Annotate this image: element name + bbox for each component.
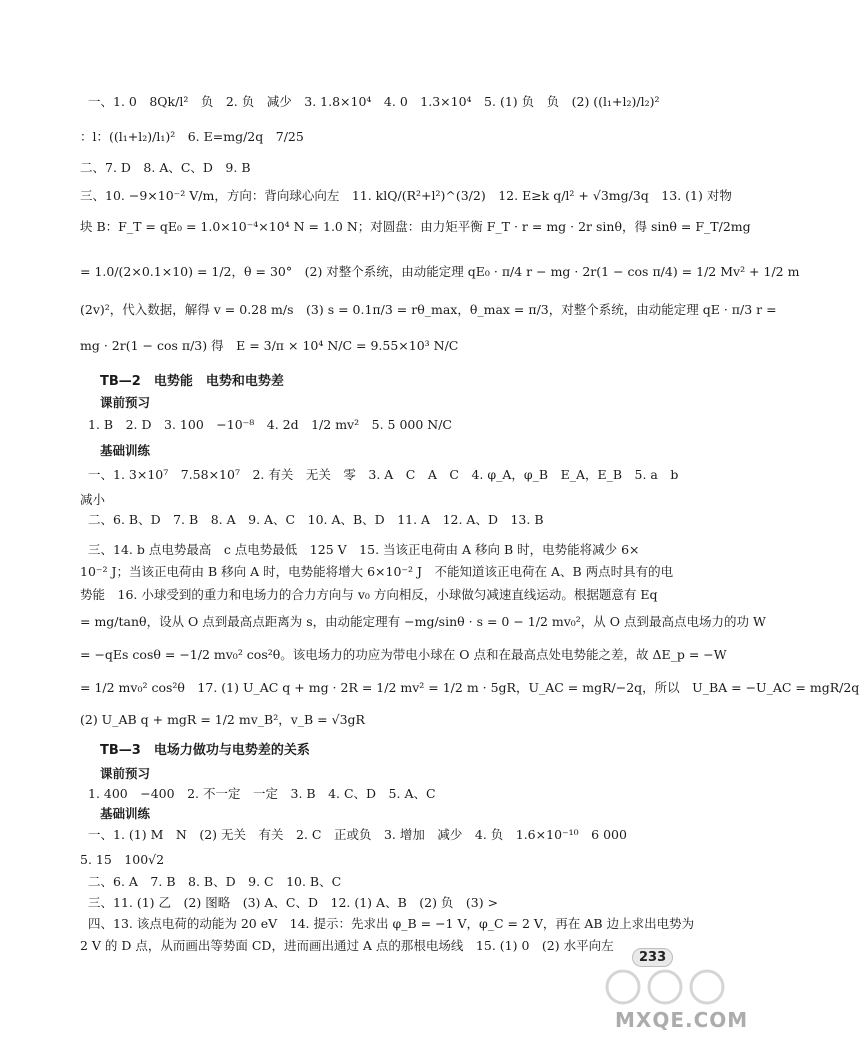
- page-number: 233: [632, 948, 673, 967]
- text-line: 一、1. 3×10⁷ 7.58×10⁷ 2. 有关 无关 零 3. A C A C 4. φ_A，φ_B E_A，E_B 5. a b: [88, 467, 679, 482]
- text-line: = 1/2 mv₀² cos²θ 17. (1) U_AC q + mg · 2R = 1/2 mv² = 1/2 m · 5gR，U_AC = mgR/−2q，所以 U_BA = −U_AC = mgR/2q: [80, 680, 859, 695]
- text-line: 三、11. (1) 乙 (2) 图略 (3) A、C、D 12. (1) A、B (2) 负 (3) >: [88, 895, 499, 910]
- text-line: 1. 400 −400 2. 不一定 一定 3. B 4. C、D 5. A、C: [88, 786, 436, 801]
- text-line: ：l：((l₁+l₂)/l₁)² 6. E=mg/2q 7/25: [80, 129, 304, 144]
- text-line: 5. 15 100√2: [80, 852, 165, 867]
- text-line: mg · 2r(1 − cos π/3) 得 E = 3/π × 10⁴ N/C = 9.55×10³ N/C: [80, 338, 459, 353]
- subsection-heading: 基础训练: [100, 443, 151, 458]
- text-line: 减小: [80, 492, 106, 507]
- text-line: (2v)²，代入数据，解得 v = 0.28 m/s (3) s = 0.1π/3 = rθ_max，θ_max = π/3，对整个系统，由动能定理 qE · π/3 r =: [80, 302, 777, 317]
- text-line: 10⁻² J；当该正电荷由 B 移向 A 时，电势能将增大 6×10⁻² J 不能知道该正电荷在 A、B 两点时具有的电: [80, 564, 674, 579]
- text-line: 二、6. B、D 7. B 8. A 9. A、C 10. A、B、D 11. A 12. A、D 13. B: [88, 512, 544, 527]
- text-line: 二、7. D 8. A、C、D 9. B: [80, 160, 251, 175]
- text-line: = −qEs cosθ = −1/2 mv₀² cos²θ。该电场力的功应为带电小球在 O 点和在最高点处电势能之差，故 ΔE_p = −W: [80, 647, 727, 662]
- text-line: 二、6. A 7. B 8. B、D 9. C 10. B、C: [88, 874, 342, 889]
- text-line: 2 V 的 D 点，从而画出等势面 CD，进而画出通过 A 点的那根电场线 15. (1) 0 (2) 水平向左: [80, 938, 614, 953]
- subsection-heading: 基础训练: [100, 806, 151, 821]
- text-line: 势能 16. 小球受到的重力和电场力的合力方向与 v₀ 方向相反，小球做匀减速直线运动。根据题意有 Eq: [80, 587, 658, 602]
- subsection-heading: 课前预习: [100, 395, 151, 410]
- watermark-text: MXQE.COM: [615, 1008, 749, 1032]
- text-line: 三、14. b 点电势最高 c 点电势最低 125 V 15. 当该正电荷由 A 移向 B 时，电势能将减少 6×: [88, 542, 640, 557]
- text-line: 四、13. 该点电荷的动能为 20 eV 14. 提示：先求出 φ_B = −1 V，φ_C = 2 V，再在 AB 边上求出电势为: [88, 916, 695, 931]
- text-line: 块 B：F_T = qE₀ = 1.0×10⁻⁴×10⁴ N = 1.0 N；对圆盘：由力矩平衡 F_T · r = mg · 2r sinθ，得 sinθ = F_T/2mg: [80, 219, 751, 234]
- text-line: 一、1. (1) M N (2) 无关 有关 2. C 正或负 3. 增加 减少 4. 负 1.6×10⁻¹⁰ 6 000: [88, 827, 627, 842]
- text-line: 一、1. 0 8Qk/l² 负 2. 负 减少 3. 1.8×10⁴ 4. 0 1.3×10⁴ 5. (1) 负 负 (2) ((l₁+l₂)/l₂)²: [88, 94, 660, 109]
- section-heading: TB—3 电场力做功与电势差的关系: [100, 743, 310, 758]
- subsection-heading: 课前预习: [100, 766, 151, 781]
- text-line: = 1.0/(2×0.1×10) = 1/2，θ = 30° (2) 对整个系统，由动能定理 qE₀ · π/4 r − mg · 2r(1 − cos π/4) = 1/2 Mv² + 1/2 m: [80, 264, 800, 279]
- text-line: 三、10. −9×10⁻² V/m，方向：背向球心向左 11. klQ/(R²+l²)^(3/2) 12. E≥k q/l² + √3mg/3q 13. (1) 对物: [80, 188, 732, 203]
- text-line: 1. B 2. D 3. 100 −10⁻⁸ 4. 2d 1/2 mv² 5. 5 000 N/C: [88, 417, 452, 432]
- text-line: = mg/tanθ，设从 O 点到最高点距离为 s，由动能定理有 −mg/sinθ · s = 0 − 1/2 mv₀²，从 O 点到最高点电场力的功 W: [80, 614, 766, 629]
- text-line: (2) U_AB q + mgR = 1/2 mv_B²，v_B = √3gR: [80, 712, 365, 727]
- section-heading: TB—2 电势能 电势和电势差: [100, 374, 284, 389]
